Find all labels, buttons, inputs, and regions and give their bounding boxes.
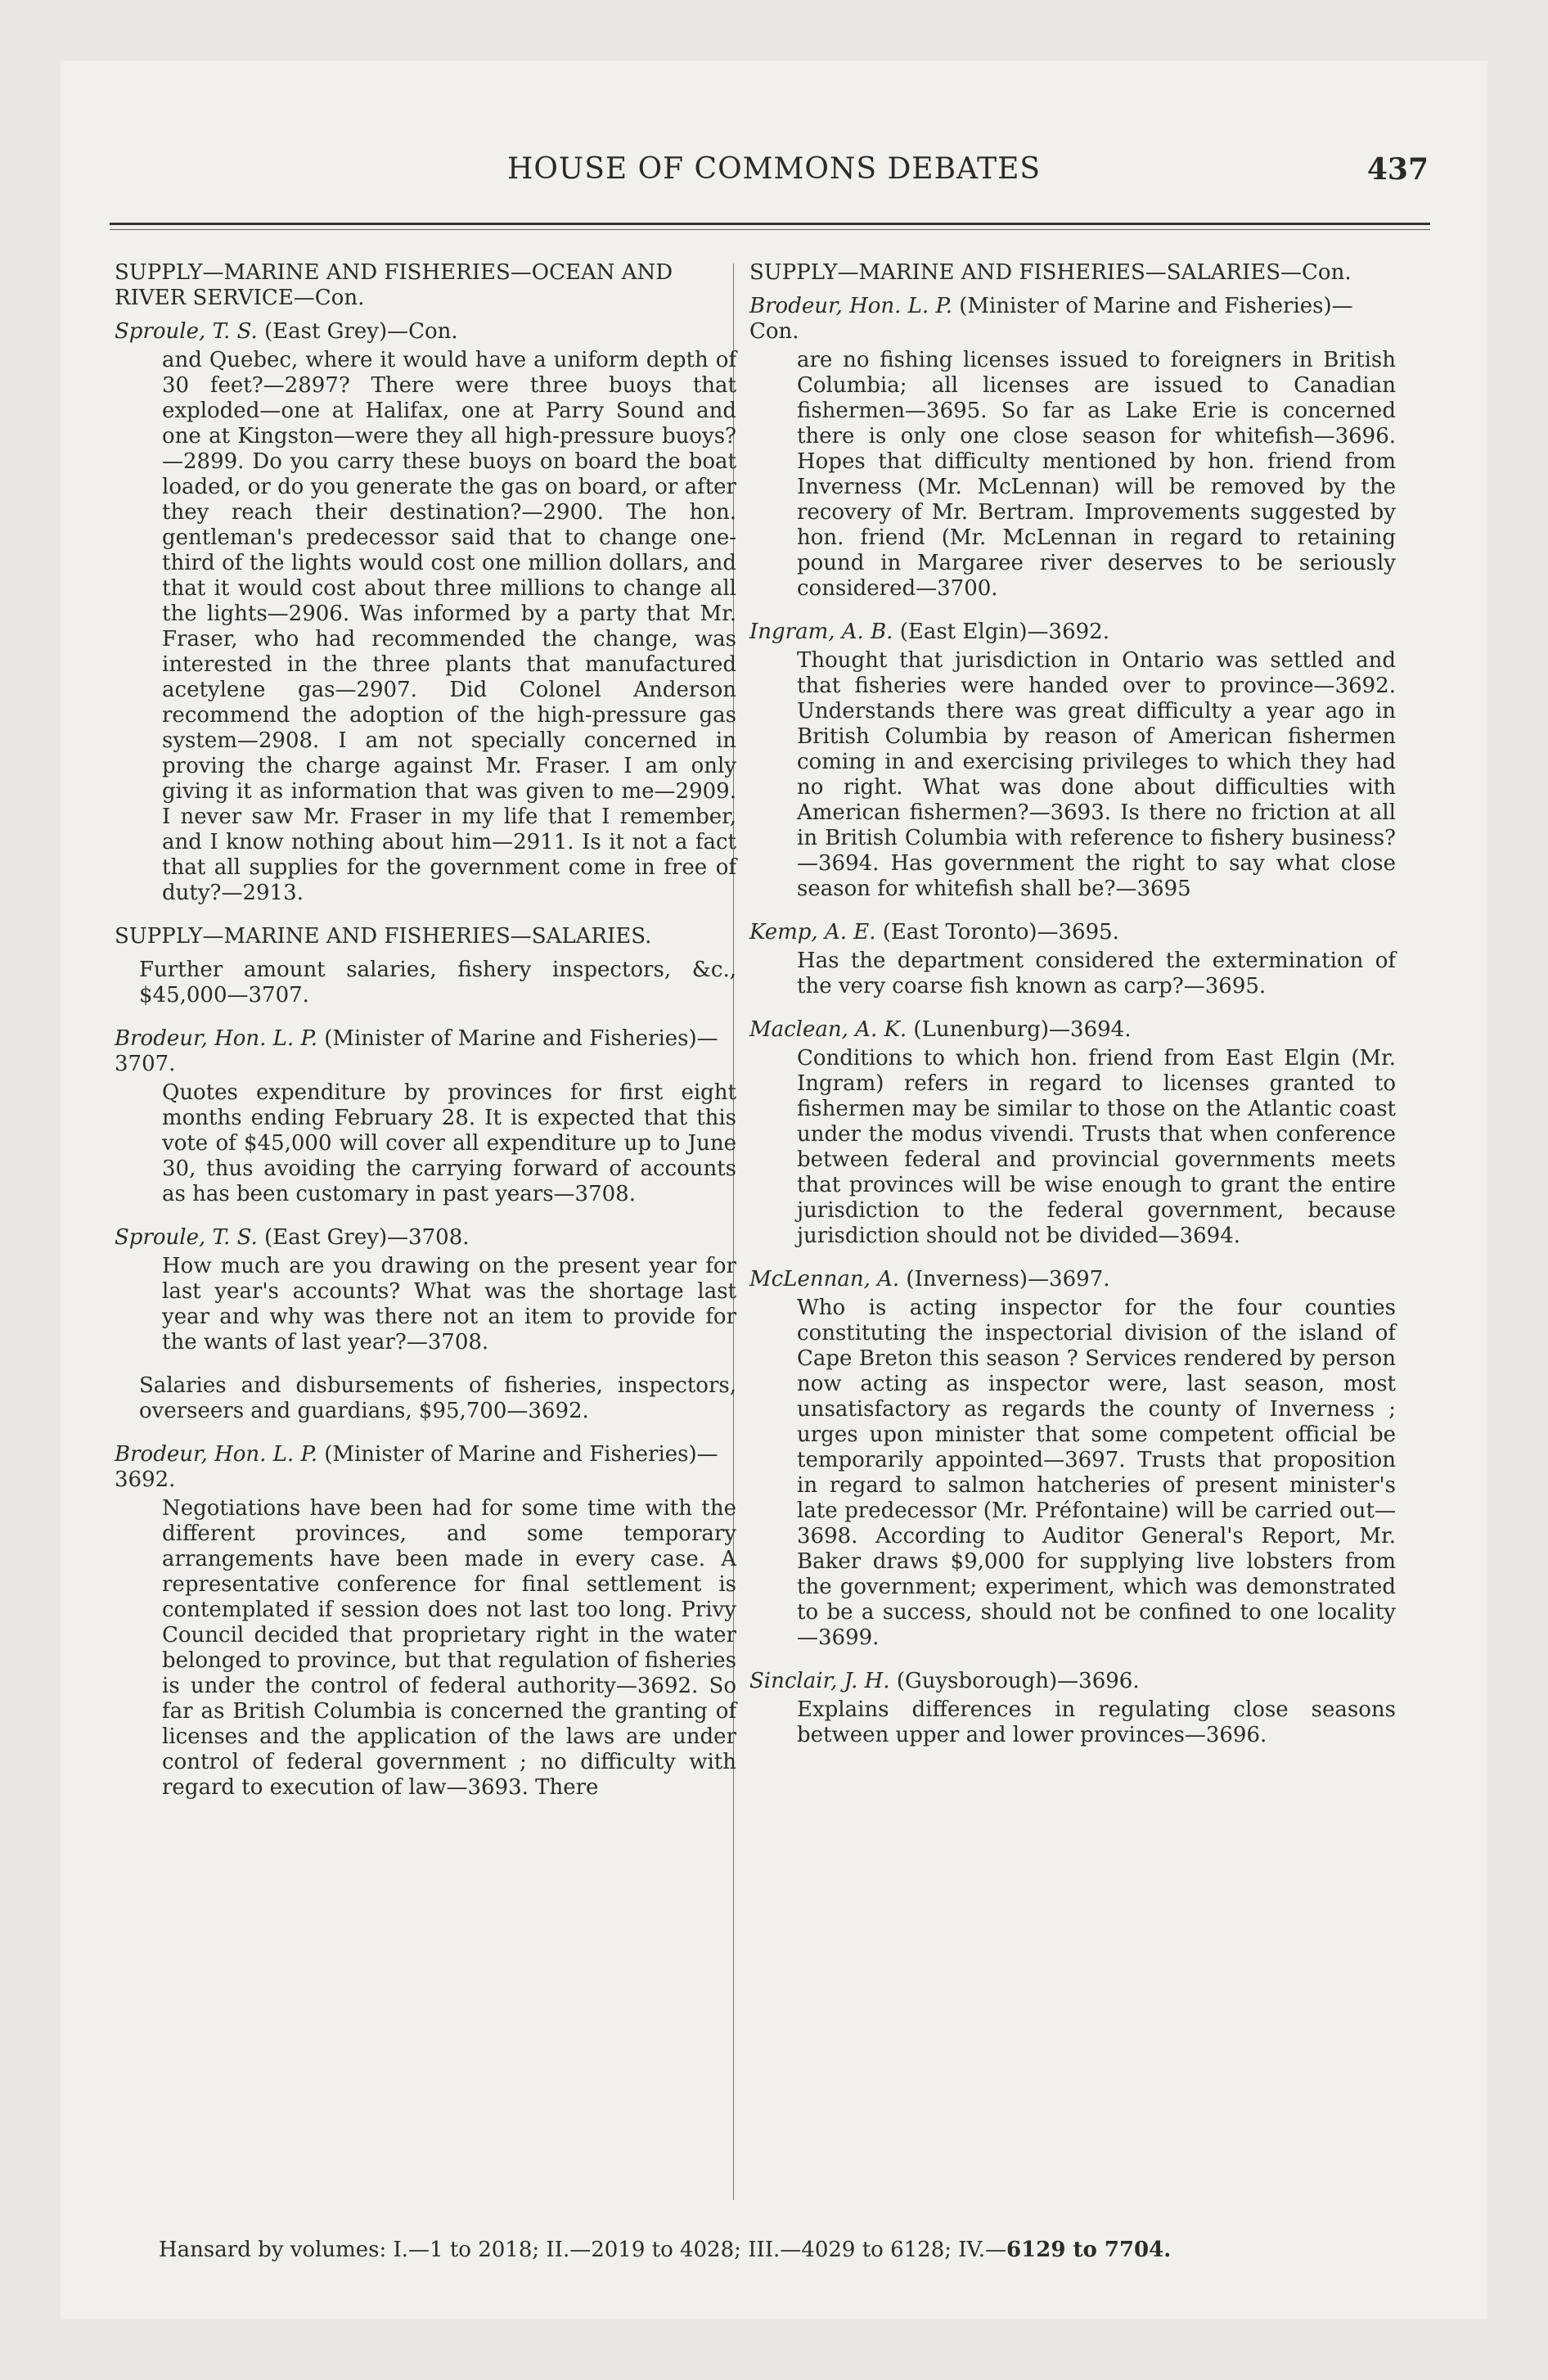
supply-item: Further amount salaries, fishery inspectors, &c., $45,000—3707. [139,958,736,1007]
speaker-name: Maclean, A. K. [749,1017,907,1042]
header-rule-thick [110,223,1430,225]
speaker-name: McLennan, A. [749,1267,900,1291]
page-header [61,152,1487,201]
speaker-riding: (East Elgin)—3692. [899,620,1109,644]
speaker-line [749,920,1396,945]
speaker-line [749,294,1396,345]
speech-summary: Who is acting inspector for the four counties constituting the inspectorial division of the island of Cape Breton this season ? Services rendered by person now acting as inspector were, last season, most unsatisfactory as regards the county of Inverness ; urges upon minister that some competent official be temporarily appointed—3697. Trusts that proposition in regard to salmon hatcheries of present minister's late predecessor (Mr. Préfontaine) will be carried out—3698. According to Auditor General's Report, Mr. Baker draws $9,000 for supplying live lobsters from the government; experiment, which was demonstrated to be a success, should not be confined to one locality—3699. [797,1296,1396,1650]
speaker-line [749,1267,1396,1292]
speaker-riding: (Lunenburg)—3694. [913,1017,1132,1042]
speaker-name: Brodeur, Hon. L. P. [115,1026,317,1051]
speaker-line [115,1442,736,1493]
document-page [61,61,1487,2319]
speaker-name: Ingram, A. B. [749,620,893,644]
speech-summary: Has the department considered the extermination of the very coarse fish known as carp?—3695. [797,949,1396,998]
speaker-name: Kemp, A. E. [749,920,876,944]
speaker-riding: (East Grey)—3708. [263,1225,470,1250]
speaker-riding: (East Toronto)—3695. [882,920,1119,944]
speaker-name: Brodeur, Hon. L. P. [749,294,952,318]
speaker-line [115,319,736,345]
speech-summary: Explains differences in regulating close seasons between upper and lower provinces—3696. [797,1697,1396,1747]
section-heading: SUPPLY—MARINE AND FISHERIES—SALARIES. [115,924,652,949]
page-footer [159,2238,1171,2262]
speaker-riding: (Minister of Marine and Fisheries)—Con. [749,294,1353,344]
left-column [115,260,736,1819]
speaker-line [115,1026,736,1077]
page-number: 437 [1366,152,1429,187]
speech-summary: and Quebec, where it would have a uniform depth of 30 feet?—2897? There were three buoys that exploded—one at Halifax, one at Parry Sound and one at Kingston—were they all high-pressure buoys?—2899. Do you carry these buoys on board the boat loaded, or do you generate the gas on board, or after they reach their destination?—2900. The hon. gentleman's predecessor said that to change one-third of the lights would cost one million dollars, and that it would cost about three millions to change all the lights—2906. Was informed by a party that Mr. Fraser, who had recommended the change, was interested in the three plants that manufactured acetylene gas—2907. Did Colonel Anderson recommend the adoption of the high-pressure gas system—2908. I am not specially concerned in proving the charge against Mr. Fraser. I am only giving it as information that was given to me—2909. I never saw Mr. Fraser in my life that I remember, and I know nothing about him—2911. Is it not a fact that all supplies for the government come in free of duty?—2913. [162,348,736,905]
right-column [749,260,1396,1766]
header-rule-thin [110,229,1430,230]
speech-summary: Thought that jurisdiction in Ontario was settled and that fisheries were handed over to province—3692. Understands there was great difficulty a year ago in British Columbia by reason of American fishermen coming in and exercising privileges to which they had no right. What was done about difficulties with American fishermen?—3693. Is there no friction at all in British Columbia with reference to fishery business?—3694. Has government the right to say what close season for whitefish shall be?—3695 [797,648,1396,901]
speech-summary: How much are you drawing on the present year for last year's accounts? What was the shortage last year and why was there not an item to provide for the wants of last year?—3708. [162,1254,736,1355]
speaker-line [749,1669,1396,1694]
speaker-riding: (Guysborough)—3696. [896,1669,1140,1693]
speaker-name: Sinclair, J. H. [749,1669,890,1693]
page-title: HOUSE OF COMMONS DEBATES [506,152,1042,186]
speaker-riding: (Minister of Marine and Fisheries)—3692. [115,1442,718,1492]
speaker-line [749,620,1396,645]
speech-summary: Negotiations have been had for some time with the different provinces, and some temporary arrangements have been made in every case. A representative conference for final settlement is contemplated if session does not last too long. Privy Council decided that proprietary right in the water belonged to province, but that regulation of fisheries is under the control of federal authority—3692. So far as British Columbia is concerned the granting of licenses and the application of the laws are under control of federal government ; no difficulty with regard to execution of law—3693. There [162,1496,736,1800]
speaker-line [115,1225,736,1251]
speaker-riding: (East Grey)—Con. [263,319,458,344]
speaker-riding: (Inverness)—3697. [906,1267,1110,1291]
speaker-name: Sproule, T. S. [115,1225,258,1250]
footer-volumes-last: 6129 to 7704. [1006,2238,1172,2262]
section-heading: SUPPLY—MARINE AND FISHERIES—SALARIES—Con. [749,260,1352,285]
speaker-line [749,1017,1396,1043]
speaker-riding: (Minister of Marine and Fisheries)—3707. [115,1026,718,1076]
speech-summary: Quotes expenditure by provinces for first eight months ending February 28. It is expected that this vote of $45,000 will cover all expenditure up to June 30, thus avoiding the carrying forward of accounts as has been customary in past years—3708. [162,1080,736,1206]
speaker-name: Sproule, T. S. [115,319,258,344]
speaker-name: Brodeur, Hon. L. P. [115,1442,317,1467]
supply-item: Salaries and disbursements of fisheries, inspectors, overseers and guardians, $95,700—3692. [139,1373,736,1423]
speech-summary: are no fishing licenses issued to foreigners in British Columbia; all licenses are issued to Canadian fishermen—3695. So far as Lake Erie is concerned there is only one close season for whitefish—3696. Hopes that difficulty mentioned by hon. friend from Inverness (Mr. McLennan) will be removed by the recovery of Mr. Bertram. Improvements suggested by hon. friend (Mr. McLennan in regard to retaining pound in Margaree river deserves to be seriously considered—3700. [797,348,1396,601]
footer-volumes: Hansard by volumes: I.—1 to 2018; II.—2019 to 4028; III.—4029 to 6128; IV.— [159,2238,1007,2262]
speech-summary: Conditions to which hon. friend from East Elgin (Mr. Ingram) refers in regard to licenses granted to fishermen may be similar to those on the Atlantic coast under the modus vivendi. Trusts that when conference between federal and provincial governments meets that provinces will be wise enough to grant the entire jurisdiction to the federal government, because jurisdiction should not be divided—3694. [797,1046,1396,1248]
section-heading: SUPPLY—MARINE AND FISHERIES—OCEAN AND RIVER SERVICE—Con. [115,260,673,310]
